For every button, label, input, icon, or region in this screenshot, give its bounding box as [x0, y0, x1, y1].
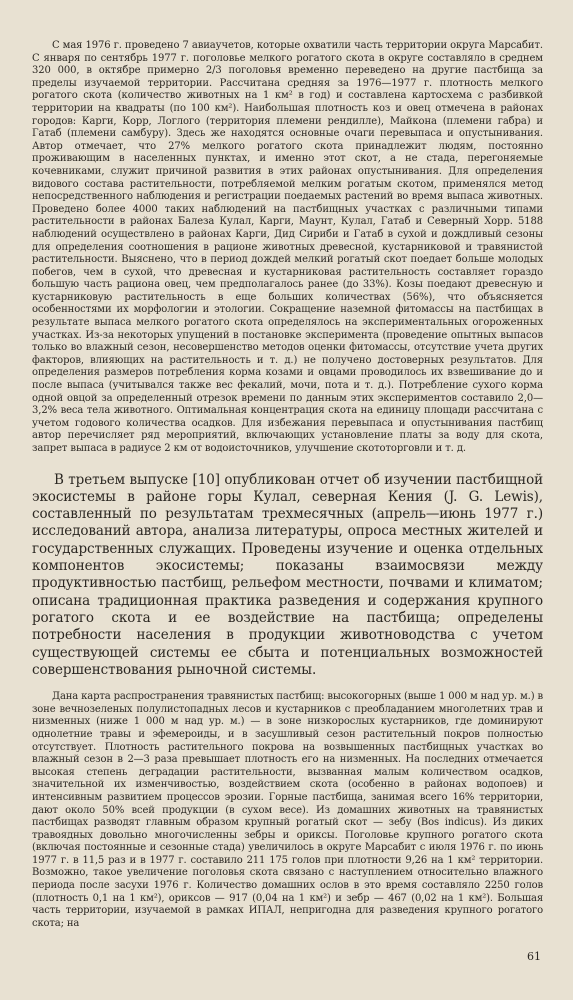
paragraph-pasture-map: Дана карта распространения травянистых пастбищ: высокогорных (выше 1 000 м над ур. м.) в зоне вечнозеленых полулистопадных лесов и кустарников с преобладанием многолетних трав и низменных (ниже 1 000 м над ур. м.) — в зоне низкорослых кустарников, где доминируют однолетние травы и эфемероиды, и в засушливый сезон растительный покров полностью отсутствует. Плотность растительного покрова на возвышенных пастбищных участках во влажный сезон в 2—3 раза превышает плотность его на низменных. На последних отмечается высокая степень деградации растительности, вызванная малым количеством осадков, значительной их изменчивостью, воздействием скота (особенно в районах водопоев) и интенсивным развитием процессов эрозии. Горные пастбища, занимая всего 16% территории, дают около 50% всей продукции (в сухом весе). Из домашних животных на травянистых пастбищах разводят главным образом крупный рогатый скот — зебу (Bos indicus). Из диких травоядных довольно многочисленны зебры и ориксы. Поголовье крупного рогатого скота (включая постоянные и сезонные стада) увеличилось в округе Марсабит с июля 1976 г. по июнь 1977 г. в 11,5 раз и в 1977 г. составило 211 175 голов при плотности 9,26 на 1 км² территории. Возможно, такое увеличение поголовья скота связано с наступлением относительно влажного периода после засухи 1976 г. Количество домашних ослов в это время составляло 2250 голов (плотность 0,1 на 1 км²), ориксов — 917 (0,04 на 1 км²) и зебр — 467 (0,02 на 1 км²). Большая часть территории, изучаемой в рамках ИПАЛ, непригодна для разведения крупного рогатого скота; на — [32, 691, 543, 929]
page-number: 61 — [527, 950, 541, 963]
paragraph-marsabit-survey: С мая 1976 г. проведено 7 авиаучетов, которые охватили часть территории округа Марсабит. С января по сентябрь 1977 г. поголовье мелкого рогатого скота в округе составляло в среднем 320 000, в октябре примерно 2/3 поголовья временно переведено на другие пастбища за пределы изучаемой территории. Рассчитана средняя за 1976—1977 г. плотность мелкого рогатого скота (количество животных на 1 км² в год) и составлена картосхема с разбивкой территории на квадраты (по 100 км²). Наибольшая плотность коз и овец отмечена в районах городов: Карги, Корр, Логлого (территория племени рендилле), Майкона (племени габра) и Гатаб (племени самбуру). Здесь же находятся основные очаги перевыпаса и опустынивания. Автор отмечает, что 27% мелкого рогатого скота принадлежит людям, постоянно проживающим в населенных пунктах, и именно этот скот, а не стада, перегоняемые кочевниками, служит причиной развития в этих районах опустынивания. Для определения видового состава растительности, потребляемой мелким рогатым скотом, применялся метод непосредственного наблюдения и регистрации поедаемых растений во время выпаса животных. Проведено более 4000 таких наблюдений на пастбищных участках с различными типами растительности в районах Балеза Кулал, Карги, Маунт, Кулал, Гатаб и Северный Хорр. 5188 наблюдений осуществлено в районах Карги, Дид Сириби и Гатаб в сухой и дождливый сезоны для определения соотношения в рационе животных древесной, кустарниковой и травянистой растительности. Выяснено, что в период дождей мелкий рогатый скот поедает больше молодых побегов, чем в сухой, что древесная и кустарниковая растительность составляет гораздо большую часть рациона овец, чем предполагалось ранее (до 33%). Козы поедают древесную и кустарниковую растительность в еще больших количествах (56%), что объясняется особенностями их морфологии и этологии. Сокращение наземной фитомассы на пастбищах в результате выпаса мелкого рогатого скота определялось на экспериментальных огороженных участках. Из-за некоторых упущений в постановке эксперимента (проведение опытных выпасов только во влажный сезон, несовершенство методов оценки фитомассы, отсутствие учета других факторов, влияющих на растительность и т. д.) не получено достоверных результатов. Для определения размеров потребления корма козами и овцами проводилось их взвешивание до и после выпаса (учитывался также вес фекалий, мочи, пота и т. д.). Потребление сухого корма одной овцой за определенный отрезок времени по данным этих экспериментов составило 2,0—3,2% веса тела животного. Оптимальная концентрация скота на единицу площади рассчитана с учетом годового количества осадков. Для избежания перевыпаса и опустынивания пастбищ автор перечисляет ряд мероприятий, включающих установление платы за воду для скота, запрет выпаса в радиусе 2 км от водоисточников, улучшение скототорговли и т. д. — [32, 40, 543, 454]
document-body — [32, 40, 543, 930]
paragraph-third-issue-summary: В третьем выпуске [10] опубликован отчет об изучении пастбищной экосистемы в районе горы Кулал, северная Кения (J. G. Lewis), составленный по результатам трехмесячных (апрель—июнь 1977 г.) исследований автора, анализа литературы, опроса местных жителей и государственных служащих. Проведены изучение и оценка отдельных компонентов экосистемы; показаны взаимосвязи между продуктивностью пастбищ, рельефом местности, почвами и климатом; описана традиционная практика разведения и содержания крупного рогатого скота и ее воздействие на пастбища; определены потребности населения в продукции животноводства с учетом существующей системы ее сбыта и потенциальных возможностей совершенствования рыночной системы. — [32, 471, 543, 678]
